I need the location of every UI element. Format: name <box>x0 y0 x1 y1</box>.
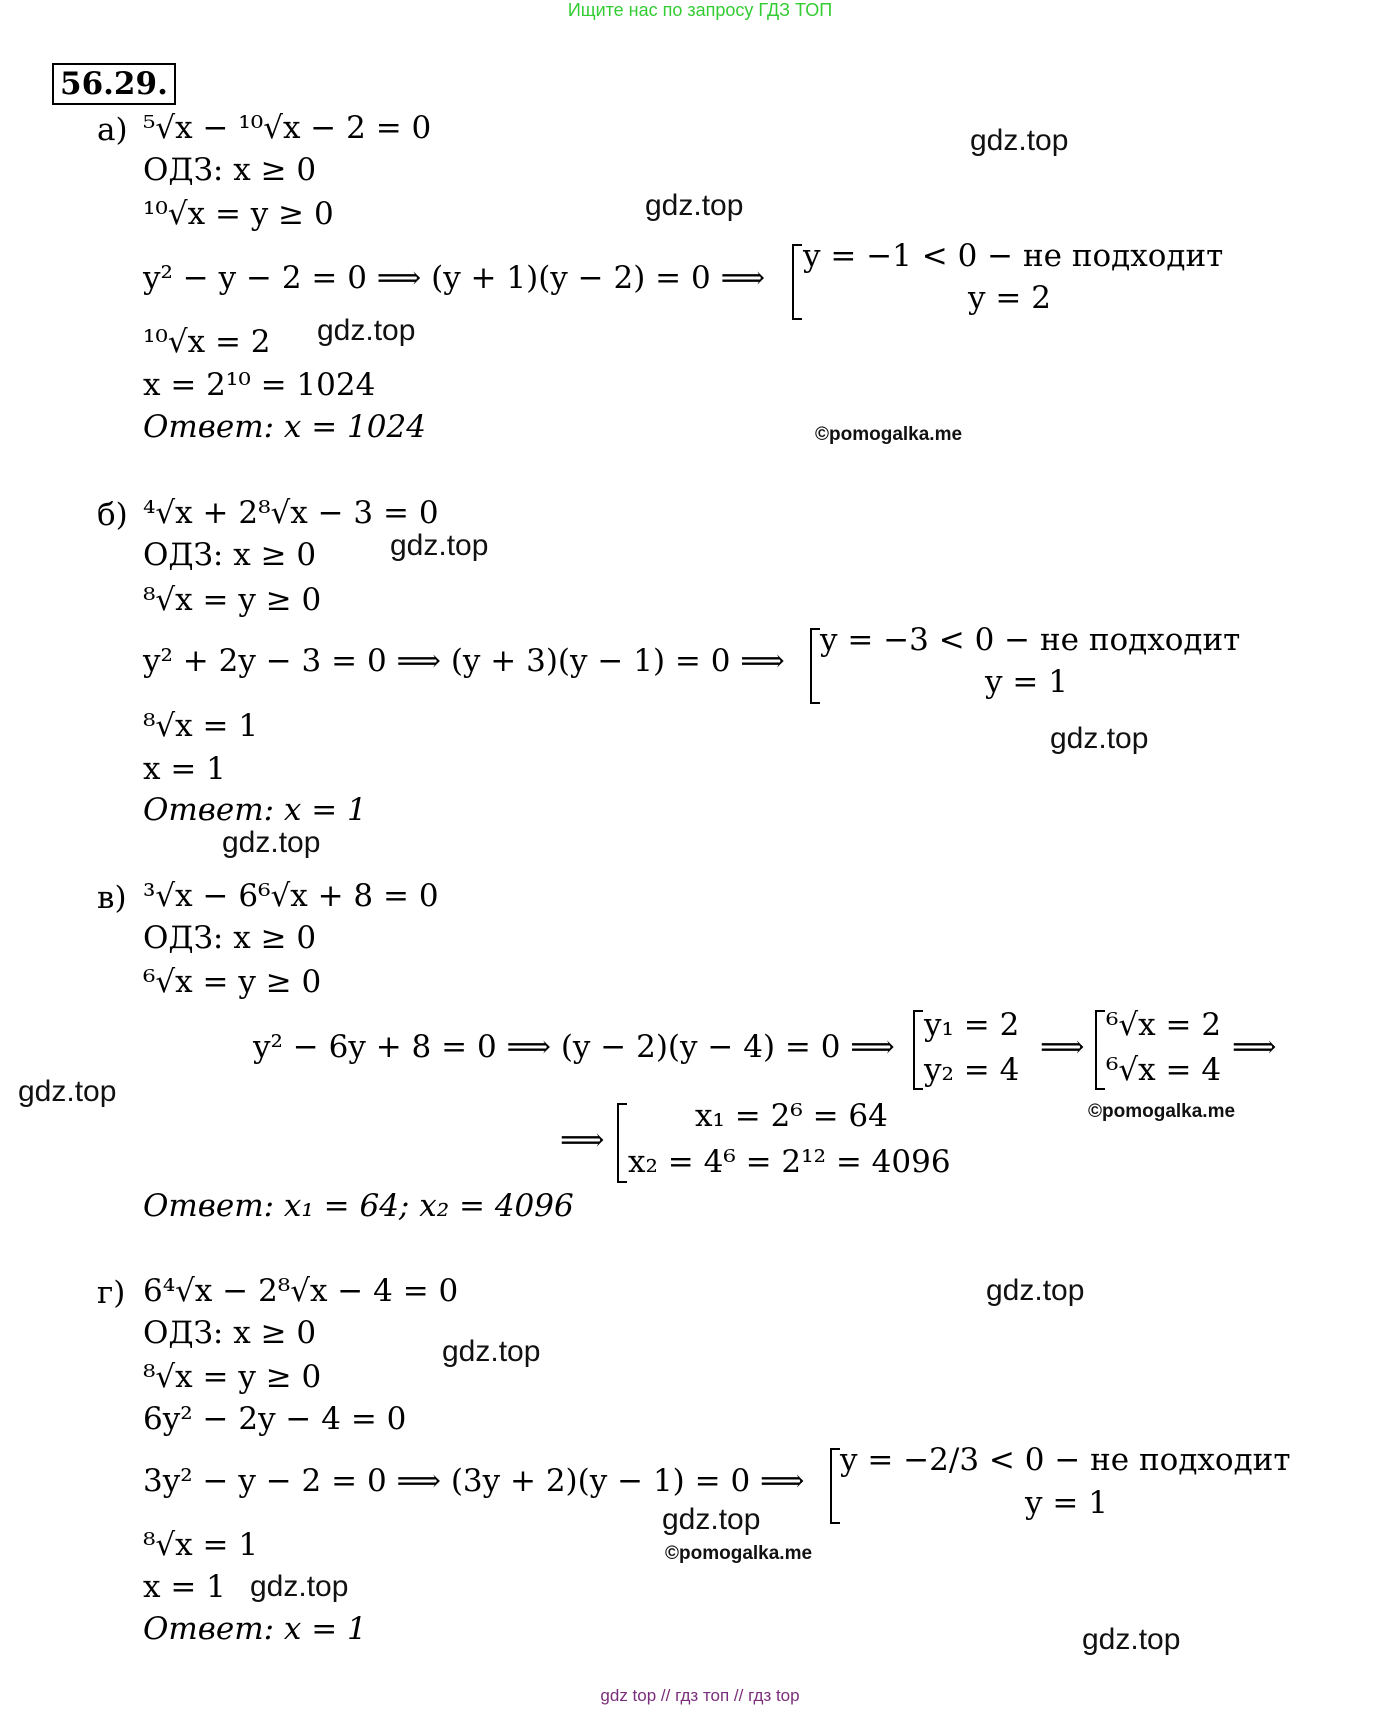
part-c-implies-1: ⟹ <box>1040 1029 1085 1065</box>
part-c-quadratic: y² − 6y + 8 = 0 ⟹ (y − 2)(y − 4) = 0 ⟹ <box>253 1029 895 1065</box>
part-a-label: а) <box>97 112 128 148</box>
part-d-case-2: y = 1 <box>1025 1485 1108 1521</box>
part-c-root-2: ⁶√x = 4 <box>1106 1052 1222 1088</box>
watermark: gdz.top <box>1082 1623 1181 1656</box>
part-c-label: в) <box>97 880 127 916</box>
part-c-equation: ³√x − 6⁶√x + 8 = 0 <box>143 878 439 914</box>
watermark: gdz.top <box>390 529 489 562</box>
part-c-case-bracket <box>913 1010 923 1090</box>
top-banner: Ищите нас по запросу ГДЗ ТОП <box>567 0 833 20</box>
part-a-substitution: ¹⁰√x = y ≥ 0 <box>143 196 334 232</box>
watermark: gdz.top <box>222 826 321 859</box>
part-a-back-substitution: ¹⁰√x = 2 <box>143 324 271 360</box>
part-a-case-2: y = 2 <box>968 280 1051 316</box>
part-a-solution: x = 2¹⁰ = 1024 <box>143 367 376 403</box>
part-d-label: г) <box>97 1275 126 1311</box>
part-d-quadratic-1: 6y² − 2y − 4 = 0 <box>143 1401 407 1437</box>
copyright-mark: ©pomogalka.me <box>665 1543 813 1564</box>
part-c-root-1: ⁶√x = 2 <box>1106 1007 1222 1043</box>
part-b-case-bracket <box>810 628 820 704</box>
part-c-case-1: y₁ = 2 <box>924 1007 1020 1043</box>
copyright-mark: ©pomogalka.me <box>1088 1101 1236 1122</box>
part-d-substitution: ⁸√x = y ≥ 0 <box>143 1359 322 1395</box>
part-a-answer: Ответ: x = 1024 <box>143 409 426 445</box>
part-c-x1: x₁ = 2⁶ = 64 <box>695 1098 888 1134</box>
part-b-equation: ⁴√x + 2⁸√x − 3 = 0 <box>143 495 439 531</box>
problem-number: 56.29. <box>52 63 176 105</box>
part-b-quadratic: y² + 2y − 3 = 0 ⟹ (y + 3)(y − 1) = 0 ⟹ <box>143 643 785 679</box>
watermark: gdz.top <box>662 1503 761 1536</box>
part-c-answer: Ответ: x₁ = 64; x₂ = 4096 <box>143 1188 574 1224</box>
part-c-x-bracket <box>617 1103 627 1183</box>
part-d-case-1: y = −2/3 < 0 − не подходит <box>840 1442 1291 1478</box>
part-d-answer: Ответ: x = 1 <box>143 1611 367 1647</box>
part-b-back-substitution: ⁸√x = 1 <box>143 708 259 744</box>
part-a-quadratic: y² − y − 2 = 0 ⟹ (y + 1)(y − 2) = 0 ⟹ <box>143 260 766 296</box>
part-b-answer: Ответ: x = 1 <box>143 792 367 828</box>
watermark: gdz.top <box>645 189 744 222</box>
watermark: gdz.top <box>250 1570 349 1603</box>
part-d-equation: 6⁴√x − 2⁸√x − 4 = 0 <box>143 1273 459 1309</box>
part-a-odz: ОДЗ: x ≥ 0 <box>143 152 317 188</box>
part-a-case-1: y = −1 < 0 − не подходит <box>803 238 1224 274</box>
part-d-back-substitution: ⁸√x = 1 <box>143 1527 259 1563</box>
part-c-implies-2: ⟹ <box>1232 1029 1277 1065</box>
watermark: gdz.top <box>986 1274 1085 1307</box>
part-b-case-1: y = −3 < 0 − не подходит <box>820 622 1241 658</box>
watermark: gdz.top <box>1050 722 1149 755</box>
part-c-odz: ОДЗ: x ≥ 0 <box>143 920 317 956</box>
part-c-case-2: y₂ = 4 <box>924 1052 1020 1088</box>
part-b-label: б) <box>97 497 128 533</box>
part-c-implies-3: ⟹ <box>560 1122 605 1158</box>
watermark: gdz.top <box>18 1075 117 1108</box>
footer-links: gdz top // гдз топ // гдз top <box>600 1686 800 1705</box>
part-b-substitution: ⁸√x = y ≥ 0 <box>143 582 322 618</box>
copyright-mark: ©pomogalka.me <box>815 424 963 445</box>
part-c-x2: x₂ = 4⁶ = 2¹² = 4096 <box>628 1144 951 1180</box>
part-c-substitution: ⁶√x = y ≥ 0 <box>143 964 322 1000</box>
part-b-odz: ОДЗ: x ≥ 0 <box>143 537 317 573</box>
part-d-odz: ОДЗ: x ≥ 0 <box>143 1315 317 1351</box>
part-c-root-bracket <box>1095 1010 1105 1090</box>
part-a-equation: ⁵√x − ¹⁰√x − 2 = 0 <box>143 110 432 146</box>
watermark: gdz.top <box>317 314 416 347</box>
part-d-quadratic-2: 3y² − y − 2 = 0 ⟹ (3y + 2)(y − 1) = 0 ⟹ <box>143 1463 805 1499</box>
part-b-case-2: y = 1 <box>985 664 1068 700</box>
part-d-case-bracket <box>830 1448 840 1524</box>
part-a-case-bracket <box>792 244 802 320</box>
watermark: gdz.top <box>970 124 1069 157</box>
watermark: gdz.top <box>442 1335 541 1368</box>
part-d-solution: x = 1 <box>143 1569 226 1605</box>
part-b-solution: x = 1 <box>143 751 226 787</box>
